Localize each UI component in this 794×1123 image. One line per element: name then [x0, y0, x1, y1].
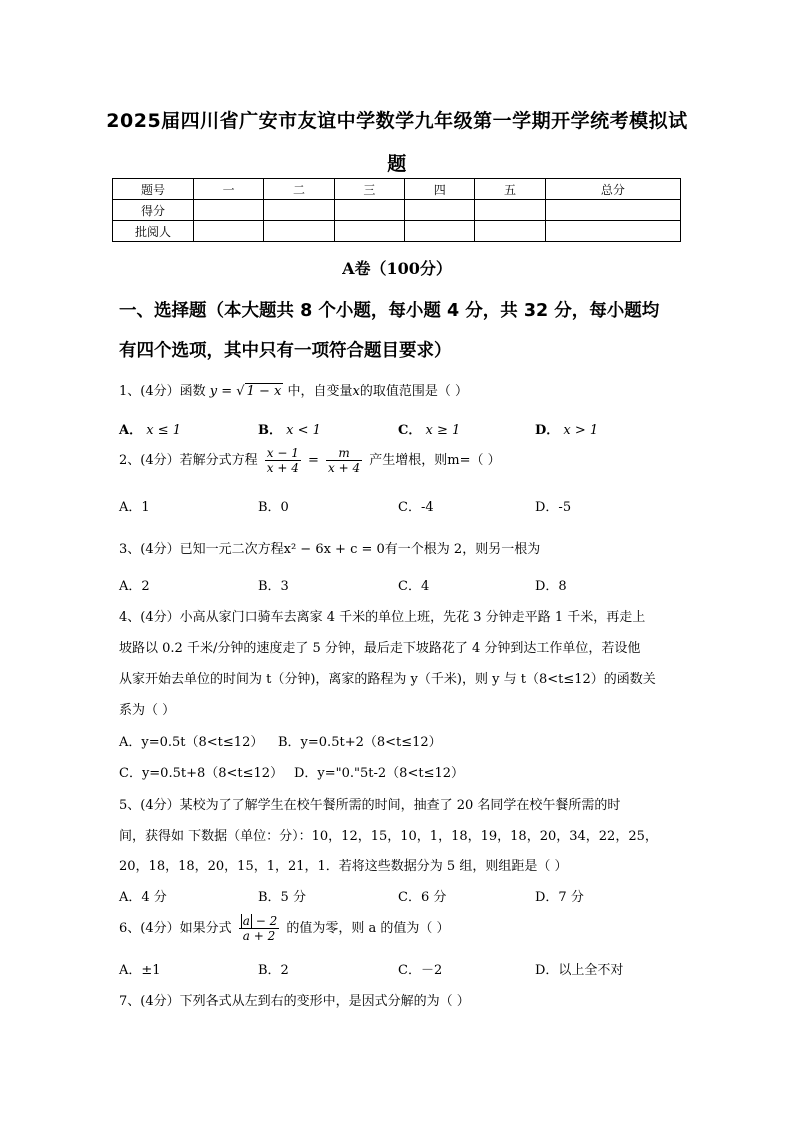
q3-option-b: B．3	[258, 579, 289, 594]
q3-suffix: 有一个根为 2，则另一根为	[384, 542, 541, 557]
q2-option-c: C．-4	[398, 500, 434, 515]
score-table-header-row	[113, 179, 681, 200]
q1-suffix-pre: 中，自变量	[287, 384, 353, 399]
score-header-cell: 二	[264, 179, 334, 200]
q2-suffix: 产生增根，则m=（ ）	[369, 453, 501, 468]
q1-option-c: C． x ≥ 1	[398, 423, 461, 438]
q1-option-b: B． x < 1	[258, 423, 321, 438]
score-header-cell: 五	[475, 179, 545, 200]
score-cell	[475, 221, 545, 242]
q2-equals: =	[308, 453, 319, 468]
q6-option-c: C．－2	[398, 963, 443, 978]
q2-option-b: B．0	[258, 500, 289, 515]
q3-option-d: D．8	[535, 579, 567, 594]
q1-option-a: A． x ≤ 1	[119, 423, 181, 438]
score-cell	[334, 200, 404, 221]
score-cell	[545, 221, 680, 242]
q4-option-a: A．y=0.5t（8<t≤12）	[119, 735, 264, 750]
q3-option-c: C．4	[398, 579, 430, 594]
q4-option-c: C．y=0.5t+8（8<t≤12）	[119, 766, 284, 781]
q1-var: x	[352, 384, 360, 399]
question-5-line1: 5、(4分）某校为了了解学生在校午餐所需的时间，抽查了 20 名同学在校午餐所需的时	[119, 798, 621, 813]
q4-option-d: D．y="0."5t-2（8<t≤12）	[294, 766, 465, 781]
question-4-line1: 4、(4分）小高从家门口骑车去离家 4 千米的单位上班，先花 3 分钟走平路 1 千米，再走上	[119, 610, 646, 625]
score-header-cell: 三	[334, 179, 404, 200]
score-table-row	[113, 221, 681, 242]
score-cell	[194, 200, 264, 221]
q3-prefix: 3、(4分）已知一元二次方程	[119, 542, 284, 557]
q6-suffix: 的值为零，则 a 的值为（ ）	[286, 921, 450, 936]
score-row-label: 批阅人	[113, 221, 194, 242]
q4-option-b: B．y=0.5t+2（8<t≤12）	[278, 735, 442, 750]
score-row-label: 得分	[113, 200, 194, 221]
question-4-line3: 从家开始去单位的时间为 t（分钟)，离家的路程为 y（千米)，则 y 与 t（8<t≤12）的函数关	[119, 672, 656, 687]
volume-label: A卷（100分）	[342, 259, 452, 278]
q2-prefix: 2、(4分）若解分式方程	[119, 453, 258, 468]
q2-fraction-left: $\frac{x - 1}{x + 4}$	[266, 446, 299, 475]
score-table	[112, 178, 681, 242]
score-cell	[475, 200, 545, 221]
q5-option-c: C．6 分	[398, 890, 447, 905]
q3-option-a: A．2	[119, 579, 150, 594]
q6-fraction: $\frac{a - 2}{a + 2}$	[239, 914, 279, 943]
section-heading-line1: 一、选择题（本大题共 8 个小题，每小题 4 分，共 32 分，每小题均	[119, 301, 660, 321]
score-header-cell: 总分	[545, 179, 680, 200]
q2-fraction-right: $\frac{m}{x + 4}$	[328, 446, 361, 475]
q5-option-a: A．4 分	[119, 890, 167, 905]
question-4-line4: 系为（ ）	[119, 703, 176, 718]
q1-prefix: 1、(4分）函数	[119, 384, 206, 399]
score-cell	[545, 200, 680, 221]
question-5-line3: 20，18，18，20，15，1，21，1．若将这些数据分为 5 组，则组距是（ ）	[119, 859, 568, 874]
score-table-row	[113, 200, 681, 221]
score-header-cell: 一	[194, 179, 264, 200]
score-cell	[334, 221, 404, 242]
q6-prefix: 6、(4分）如果分式	[119, 921, 232, 936]
q6-option-d: D．以上全不对	[535, 963, 624, 978]
question-5-line2: 间，获得如 下数据（单位：分）：10，12，15，10，1，18，19，18，20，34，22，25，	[119, 829, 658, 844]
exam-title-line1: 2025届四川省广安市友谊中学数学九年级第一学期开学统考模拟试	[106, 110, 688, 132]
q3-equation: x² − 6x + c = 0	[283, 542, 385, 557]
question-6	[119, 914, 450, 943]
q6-option-b: B．2	[258, 963, 289, 978]
question-3	[119, 538, 540, 557]
section-heading-line2: 有四个选项，其中只有一项符合题目要求）	[119, 341, 452, 361]
score-cell	[264, 200, 334, 221]
sqrt-symbol: √	[236, 384, 245, 399]
q1-y-eq: y =	[209, 384, 233, 399]
q1-sqrt-expr: 1 − x	[246, 384, 282, 399]
question-7: 7、(4分）下列各式从左到右的变形中，是因式分解的为（ ）	[119, 994, 470, 1009]
question-4-line2: 坡路以 0.2 千米/分钟的速度走了 5 分钟，最后走下坡路花了 4 分钟到达工作单位，若设他	[119, 641, 641, 656]
score-cell	[405, 200, 475, 221]
q5-option-d: D．7 分	[535, 890, 584, 905]
score-header-cell: 四	[405, 179, 475, 200]
score-cell	[264, 221, 334, 242]
q2-option-d: D．-5	[535, 500, 572, 515]
score-cell	[405, 221, 475, 242]
question-2	[119, 446, 501, 475]
question-1	[119, 380, 468, 399]
q5-option-b: B．5 分	[258, 890, 306, 905]
score-header-cell: 题号	[113, 179, 194, 200]
exam-title-line2: 题	[387, 153, 407, 175]
score-cell	[194, 221, 264, 242]
q6-option-a: A．±1	[119, 963, 161, 978]
q2-option-a: A．1	[119, 500, 150, 515]
q1-suffix-post: 的取值范围是（ ）	[359, 384, 468, 399]
q1-option-d: D． x > 1	[535, 423, 599, 438]
